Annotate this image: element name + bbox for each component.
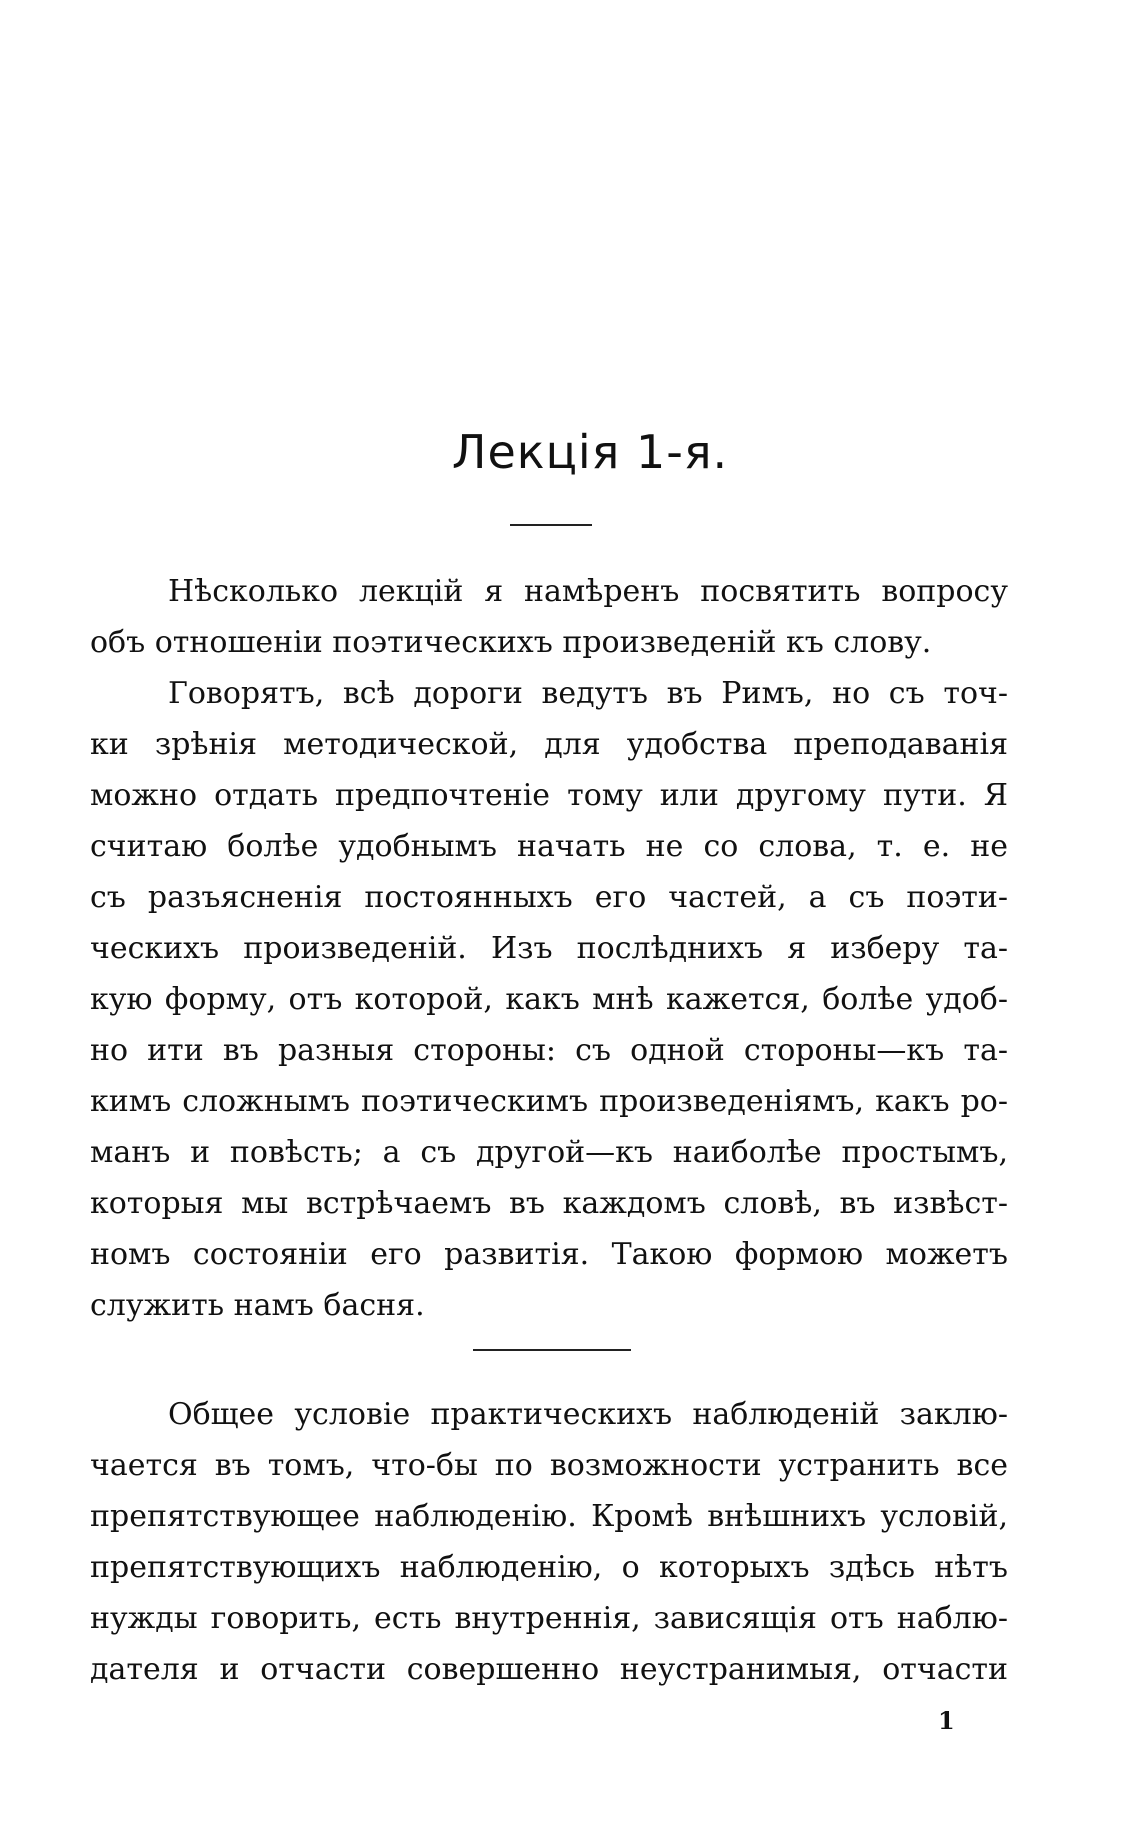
text-line: ческихъ произведеній. Изъ послѣднихъ я изберу та- [90,931,1008,966]
text-line: можно отдать предпочтеніе тому или другому пути. Я [90,778,1008,813]
text-line: Говорятъ, всѣ дороги ведутъ въ Римъ, но съ точ- [168,676,1008,711]
lecture-title: Лекція 1-я. [451,425,729,479]
text-line: объ отношеніи поэтическихъ произведеній къ слову. [90,625,932,660]
text-line: чается въ томъ, что-бы по возможности устранить все [90,1448,1008,1483]
paragraph-2 [90,668,1008,1331]
text-line: препятствующее наблюденію. Кромѣ внѣшнихъ условій, [90,1499,1008,1534]
text-line: но ити въ разныя стороны: съ одной стороны—къ та- [90,1033,1008,1068]
text-line: манъ и повѣсть; а съ другой—къ наиболѣе простымъ, [90,1135,1008,1170]
text-line: которыя мы встрѣчаемъ въ каждомъ словѣ, въ извѣст- [90,1186,1008,1221]
text-line: съ разъясненія постоянныхъ его частей, а съ поэти- [90,880,1008,915]
text-line: Общее условіе практическихъ наблюденій заклю- [168,1397,1008,1432]
text-line: номъ состояніи его развитія. Такою формою можетъ [90,1237,1008,1272]
text-line: нужды говорить, есть внутреннія, зависящія отъ наблю- [90,1601,1008,1636]
text-line: дателя и отчасти совершенно неустранимыя, отчасти [90,1652,1008,1687]
paragraph-1 [90,566,1008,668]
title-divider [510,524,592,526]
page-number: 1 [938,1706,955,1735]
text-line: препятствующихъ наблюденію, о которыхъ здѣсь нѣтъ [90,1550,1008,1585]
paragraph-3 [90,1389,1008,1695]
text-line: кимъ сложнымъ поэтическимъ произведеніямъ, какъ ро- [90,1084,1008,1119]
text-line: служить намъ басня. [90,1288,425,1323]
section-divider [473,1349,631,1351]
text-line: ки зрѣнія методической, для удобства преподаванія [90,727,1008,762]
text-line: кую форму, отъ которой, какъ мнѣ кажется, болѣе удоб- [90,982,1008,1017]
text-line: Нѣсколько лекцій я намѣренъ посвятить вопросу [168,574,1008,609]
text-line: считаю болѣе удобнымъ начать не со слова, т. е. не [90,829,1008,864]
